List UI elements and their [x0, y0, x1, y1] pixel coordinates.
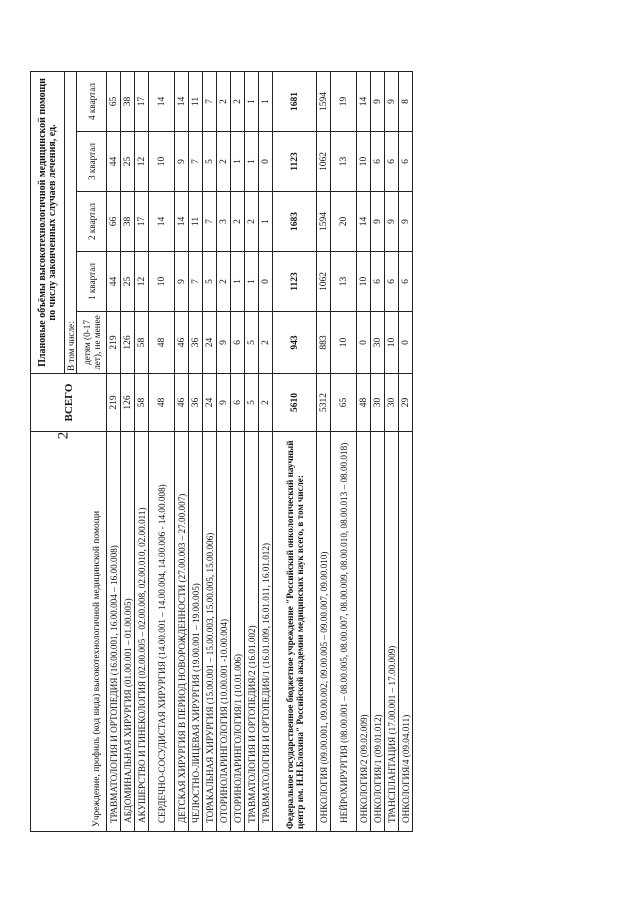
total-cell: 5610 [273, 374, 317, 432]
children-cell: 48 [149, 312, 175, 374]
table-row [385, 71, 399, 831]
total-cell: 6 [231, 374, 245, 432]
table-row [273, 71, 317, 831]
total-cell: 36 [189, 374, 203, 432]
total-cell: 2 [259, 374, 273, 432]
row-name-cell: НЕЙРОХИРУРГИЯ (08.00.001 – 08.00.005, 08.00.007, 08.00.009, 08.00.010, 08.00.013 – 08.00.018) [331, 432, 357, 832]
q3-cell: 1 [245, 132, 259, 192]
children-column-header: детям (0-17 лет), не менее [77, 312, 107, 374]
table-row [357, 71, 371, 831]
children-cell: 126 [121, 312, 135, 374]
table-row [331, 71, 357, 831]
total-cell: 126 [121, 374, 135, 432]
row-name-cell: Федеральное государственное бюджетное учреждение "Российский онкологический научный центр им. Н.Н.Блохина" Российской академии медицинских наук всего, в том числе: [273, 432, 317, 832]
q3-cell: 7 [189, 132, 203, 192]
q1-cell: 10 [357, 252, 371, 312]
q3-cell: 10 [149, 132, 175, 192]
row-name-cell: ОНКОЛОГИЯ/2 (09.02.009) [357, 432, 371, 832]
table-row [371, 71, 385, 831]
row-name-cell: ОНКОЛОГИЯ (09.00.001, 09.00.002, 09.00.005 – 09.00.007, 09.00.010) [317, 432, 331, 832]
q2-cell: 1683 [273, 192, 317, 252]
total-column-header: ВСЕГО [31, 374, 107, 432]
q3-cell: 13 [331, 132, 357, 192]
table-row [107, 71, 121, 831]
row-name-cell: ЧЕЛЮСТНО-ЛИЦЕВАЯ ХИРУРГИЯ (19.00.001 – 19.00.005) [189, 432, 203, 832]
total-cell: 65 [331, 374, 357, 432]
q4-column-header: 4 квартал [77, 71, 107, 131]
q3-cell: 1062 [317, 132, 331, 192]
q3-cell: 2 [217, 132, 231, 192]
q4-cell: 1 [259, 71, 273, 131]
row-name-cell: ОНКОЛОГИЯ/4 (09.04.011) [399, 432, 413, 832]
q2-cell: 14 [175, 192, 189, 252]
q4-cell: 1681 [273, 71, 317, 131]
row-name-cell: ТРАВМАТОЛОГИЯ И ОРТОПЕДИЯ/1 (16.01.009, 16.01.011, 16.01.012) [259, 432, 273, 832]
total-cell: 29 [399, 374, 413, 432]
children-cell: 46 [175, 312, 189, 374]
row-name-cell: СЕРДЕЧНО-СОСУДИСТАЯ ХИРУРГИЯ (14.00.001 – 14.00.004, 14.00.006 - 14.00.008) [149, 432, 175, 832]
table-row [203, 71, 217, 831]
q3-cell: 25 [121, 132, 135, 192]
total-cell: 46 [175, 374, 189, 432]
q4-cell: 11 [189, 71, 203, 131]
q3-cell: 10 [357, 132, 371, 192]
q2-cell: 7 [203, 192, 217, 252]
q2-cell: 2 [231, 192, 245, 252]
children-cell: 219 [107, 312, 121, 374]
total-cell: 5312 [317, 374, 331, 432]
total-cell: 58 [135, 374, 149, 432]
rotated-table-wrapper [30, 72, 470, 832]
q2-cell: 14 [149, 192, 175, 252]
children-cell: 5 [245, 312, 259, 374]
q2-cell: 66 [107, 192, 121, 252]
q1-cell: 6 [371, 252, 385, 312]
q1-column-header: 1 квартал [77, 252, 107, 312]
q3-cell: 6 [385, 132, 399, 192]
q1-cell: 25 [121, 252, 135, 312]
q4-cell: 38 [121, 71, 135, 131]
q1-cell: 2 [217, 252, 231, 312]
q2-column-header: 2 квартал [77, 192, 107, 252]
q2-cell: 17 [135, 192, 149, 252]
plan-volumes-header: Плановые объёмы высокотехнологичной медицинской помощи по числу законченных случаев лечения, ед. [31, 71, 65, 373]
q1-cell: 1062 [317, 252, 331, 312]
table-row [217, 71, 231, 831]
total-cell: 48 [357, 374, 371, 432]
q4-cell: 2 [231, 71, 245, 131]
row-name-cell: ДЕТСКАЯ ХИРУРГИЯ В ПЕРИОД НОВОРОЖДЕННОСТИ (27.00.003 – 27.00.007) [175, 432, 189, 832]
children-cell: 883 [317, 312, 331, 374]
q1-cell: 1123 [273, 252, 317, 312]
q3-cell: 1123 [273, 132, 317, 192]
q1-cell: 1 [231, 252, 245, 312]
q2-cell: 38 [121, 192, 135, 252]
children-cell: 30 [371, 312, 385, 374]
table-row [317, 71, 331, 831]
q1-cell: 10 [149, 252, 175, 312]
q1-cell: 12 [135, 252, 149, 312]
q3-cell: 9 [175, 132, 189, 192]
q4-cell: 19 [331, 71, 357, 131]
table-row [259, 71, 273, 831]
row-name-cell: ОТОРИНОЛАРИНГОЛОГИЯ/1 (10.01.006) [231, 432, 245, 832]
table-body [107, 71, 413, 831]
q4-cell: 9 [371, 71, 385, 131]
q1-cell: 0 [259, 252, 273, 312]
table-row [121, 71, 135, 831]
row-name-cell: ТОРАКАЛЬНАЯ ХИРУРГИЯ (15.00.001 – 15.00.003, 15.00.005, 15.00.006) [203, 432, 217, 832]
q3-column-header: 3 квартал [77, 132, 107, 192]
q2-cell: 2 [245, 192, 259, 252]
q1-cell: 7 [189, 252, 203, 312]
q1-cell: 6 [385, 252, 399, 312]
hmp-volume-table [30, 71, 413, 832]
table-row [149, 71, 175, 831]
row-name-cell: ТРАНСПЛАНТАЦИЯ (17.00.001 – 17.00.009) [385, 432, 399, 832]
q4-cell: 14 [149, 71, 175, 131]
table-row [399, 71, 413, 831]
q3-cell: 6 [371, 132, 385, 192]
q4-cell: 14 [175, 71, 189, 131]
q2-cell: 9 [399, 192, 413, 252]
total-cell: 30 [385, 374, 399, 432]
q2-cell: 14 [357, 192, 371, 252]
q3-cell: 1 [231, 132, 245, 192]
table-row [231, 71, 245, 831]
q2-cell: 3 [217, 192, 231, 252]
table-row [189, 71, 203, 831]
q4-cell: 17 [135, 71, 149, 131]
q1-cell: 13 [331, 252, 357, 312]
q4-cell: 7 [203, 71, 217, 131]
children-cell: 9 [217, 312, 231, 374]
total-cell: 30 [371, 374, 385, 432]
total-cell: 48 [149, 374, 175, 432]
children-cell: 0 [357, 312, 371, 374]
table-row [245, 71, 259, 831]
q1-cell: 1 [245, 252, 259, 312]
q4-cell: 65 [107, 71, 121, 131]
children-cell: 6 [231, 312, 245, 374]
including-header: В том числе: [65, 71, 77, 373]
q2-cell: 11 [189, 192, 203, 252]
total-cell: 24 [203, 374, 217, 432]
row-name-cell: ТРАВМАТОЛОГИЯ И ОРТОПЕДИЯ/2 (16.01.002) [245, 432, 259, 832]
q4-cell: 9 [385, 71, 399, 131]
total-cell: 219 [107, 374, 121, 432]
row-name-cell: АБДОМИНАЛЬНАЯ ХИРУРГИЯ (01.00.001 – 01.00.005) [121, 432, 135, 832]
row-name-cell: ОТОРИНОЛАРИНГОЛОГИЯ (10.00.001 -10.00.004) [217, 432, 231, 832]
q2-cell: 9 [371, 192, 385, 252]
total-cell: 5 [245, 374, 259, 432]
row-name-cell: АКУШЕРСТВО И ГИНЕКОЛОГИЯ (02.00.005 – 02.00.008, 02.00.010, 02.00.011) [135, 432, 149, 832]
q4-cell: 14 [357, 71, 371, 131]
q1-cell: 9 [175, 252, 189, 312]
row-name-cell: ОНКОЛОГИЯ/1 (09.01.012) [371, 432, 385, 832]
q2-cell: 9 [385, 192, 399, 252]
q1-cell: 44 [107, 252, 121, 312]
q3-cell: 6 [399, 132, 413, 192]
children-cell: 58 [135, 312, 149, 374]
children-cell: 0 [399, 312, 413, 374]
q1-cell: 6 [399, 252, 413, 312]
table-row [135, 71, 149, 831]
table-row [175, 71, 189, 831]
q3-cell: 0 [259, 132, 273, 192]
row-name-cell: ТРАВМАТОЛОГИЯ И ОРТОПЕДИЯ (16.00.001, 16.00.004 – 16.00.008) [107, 432, 121, 832]
children-cell: 36 [189, 312, 203, 374]
q4-cell: 1594 [317, 71, 331, 131]
children-cell: 10 [331, 312, 357, 374]
page-number: 2 [55, 431, 72, 440]
q4-cell: 8 [399, 71, 413, 131]
children-cell: 2 [259, 312, 273, 374]
total-cell: 9 [217, 374, 231, 432]
institution-column-header: Учреждение, профиль (код вида) высокотехнологичной медицинской помощи [31, 432, 107, 832]
children-cell: 943 [273, 312, 317, 374]
q4-cell: 2 [217, 71, 231, 131]
q3-cell: 12 [135, 132, 149, 192]
q3-cell: 5 [203, 132, 217, 192]
children-cell: 24 [203, 312, 217, 374]
q2-cell: 1 [259, 192, 273, 252]
q3-cell: 44 [107, 132, 121, 192]
q2-cell: 20 [331, 192, 357, 252]
children-cell: 10 [385, 312, 399, 374]
q4-cell: 1 [245, 71, 259, 131]
q1-cell: 5 [203, 252, 217, 312]
q2-cell: 1594 [317, 192, 331, 252]
